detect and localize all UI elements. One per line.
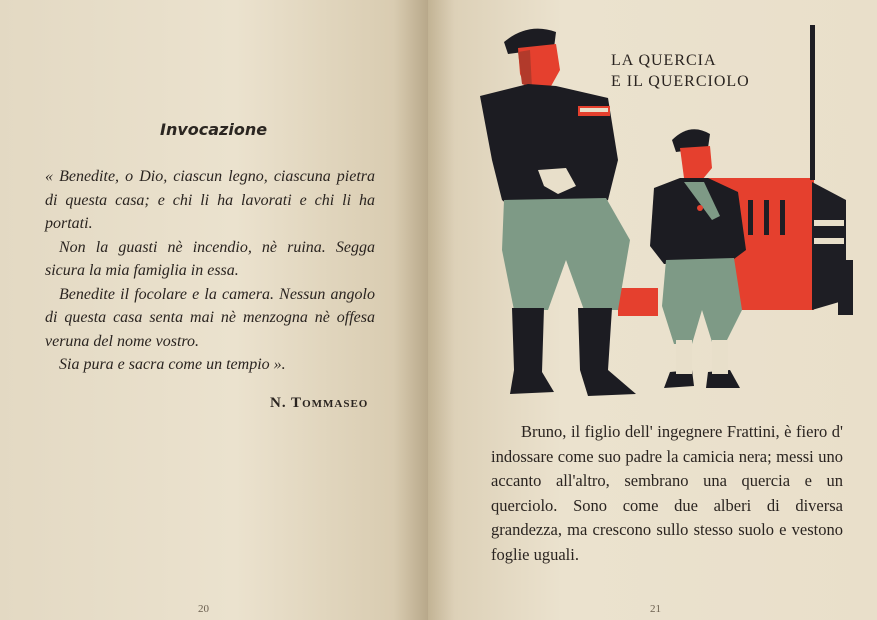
poem-text (45, 165, 375, 377)
son-leg-right (712, 340, 728, 374)
right-page (428, 0, 877, 620)
flag-pole (810, 25, 815, 180)
page-number-left: 20 (198, 603, 209, 615)
father-trousers (502, 198, 630, 310)
left-page (0, 0, 428, 620)
father-boot-left (510, 308, 554, 394)
story-text (491, 420, 843, 567)
son-badge (697, 205, 703, 211)
son-figure (650, 129, 746, 388)
story-title-line: LA QUERCIA (611, 52, 717, 69)
story-paragraph: Bruno, il figlio dell' ingegnere Frattini, è fiero d' indossare come suo padre la camicia nera; messi uno accanto all'altro, sembrano una quercia e un querciolo. Sono come due alberi di diversa grandezza, ma crescono sullo stesso suolo e vestono foglie uguali. (491, 422, 843, 564)
poem-stanza: Non la guasti nè incendio, nè ruina. Segga sicura la mia famiglia in essa. (45, 238, 375, 279)
poem-stanza: Sia pura e sacra come un tempio ». (59, 356, 286, 373)
father-medals-strip (580, 108, 608, 112)
building-window (764, 200, 769, 235)
poem-stanza: Benedite il focolare e la camera. Nessun angolo di questa casa senta mai nè menzogna nè offesa veruna del nome vostro. (45, 285, 375, 350)
building-window (748, 200, 753, 235)
story-title (611, 50, 750, 92)
page-number-right: 21 (650, 603, 661, 615)
poem-title: Invocazione (160, 120, 268, 139)
father-boot-right (578, 308, 636, 396)
building-window (780, 200, 785, 235)
son-leg-left (676, 340, 692, 374)
red-building-step (618, 288, 658, 316)
poem-author: N. Tommaseo (270, 395, 369, 411)
poem-stanza: « Benedite, o Dio, ciascun legno, ciascuna pietra di questa casa; e chi li ha lavorati e chi li ha portati. (45, 168, 375, 232)
father-shirt (480, 84, 618, 210)
grey-ledge (838, 260, 853, 315)
building-stripe (814, 220, 844, 226)
son-face (680, 146, 712, 180)
son-trousers (662, 258, 742, 344)
building-stripe (814, 238, 844, 244)
story-title-line: E IL QUERCIOLO (611, 73, 750, 90)
